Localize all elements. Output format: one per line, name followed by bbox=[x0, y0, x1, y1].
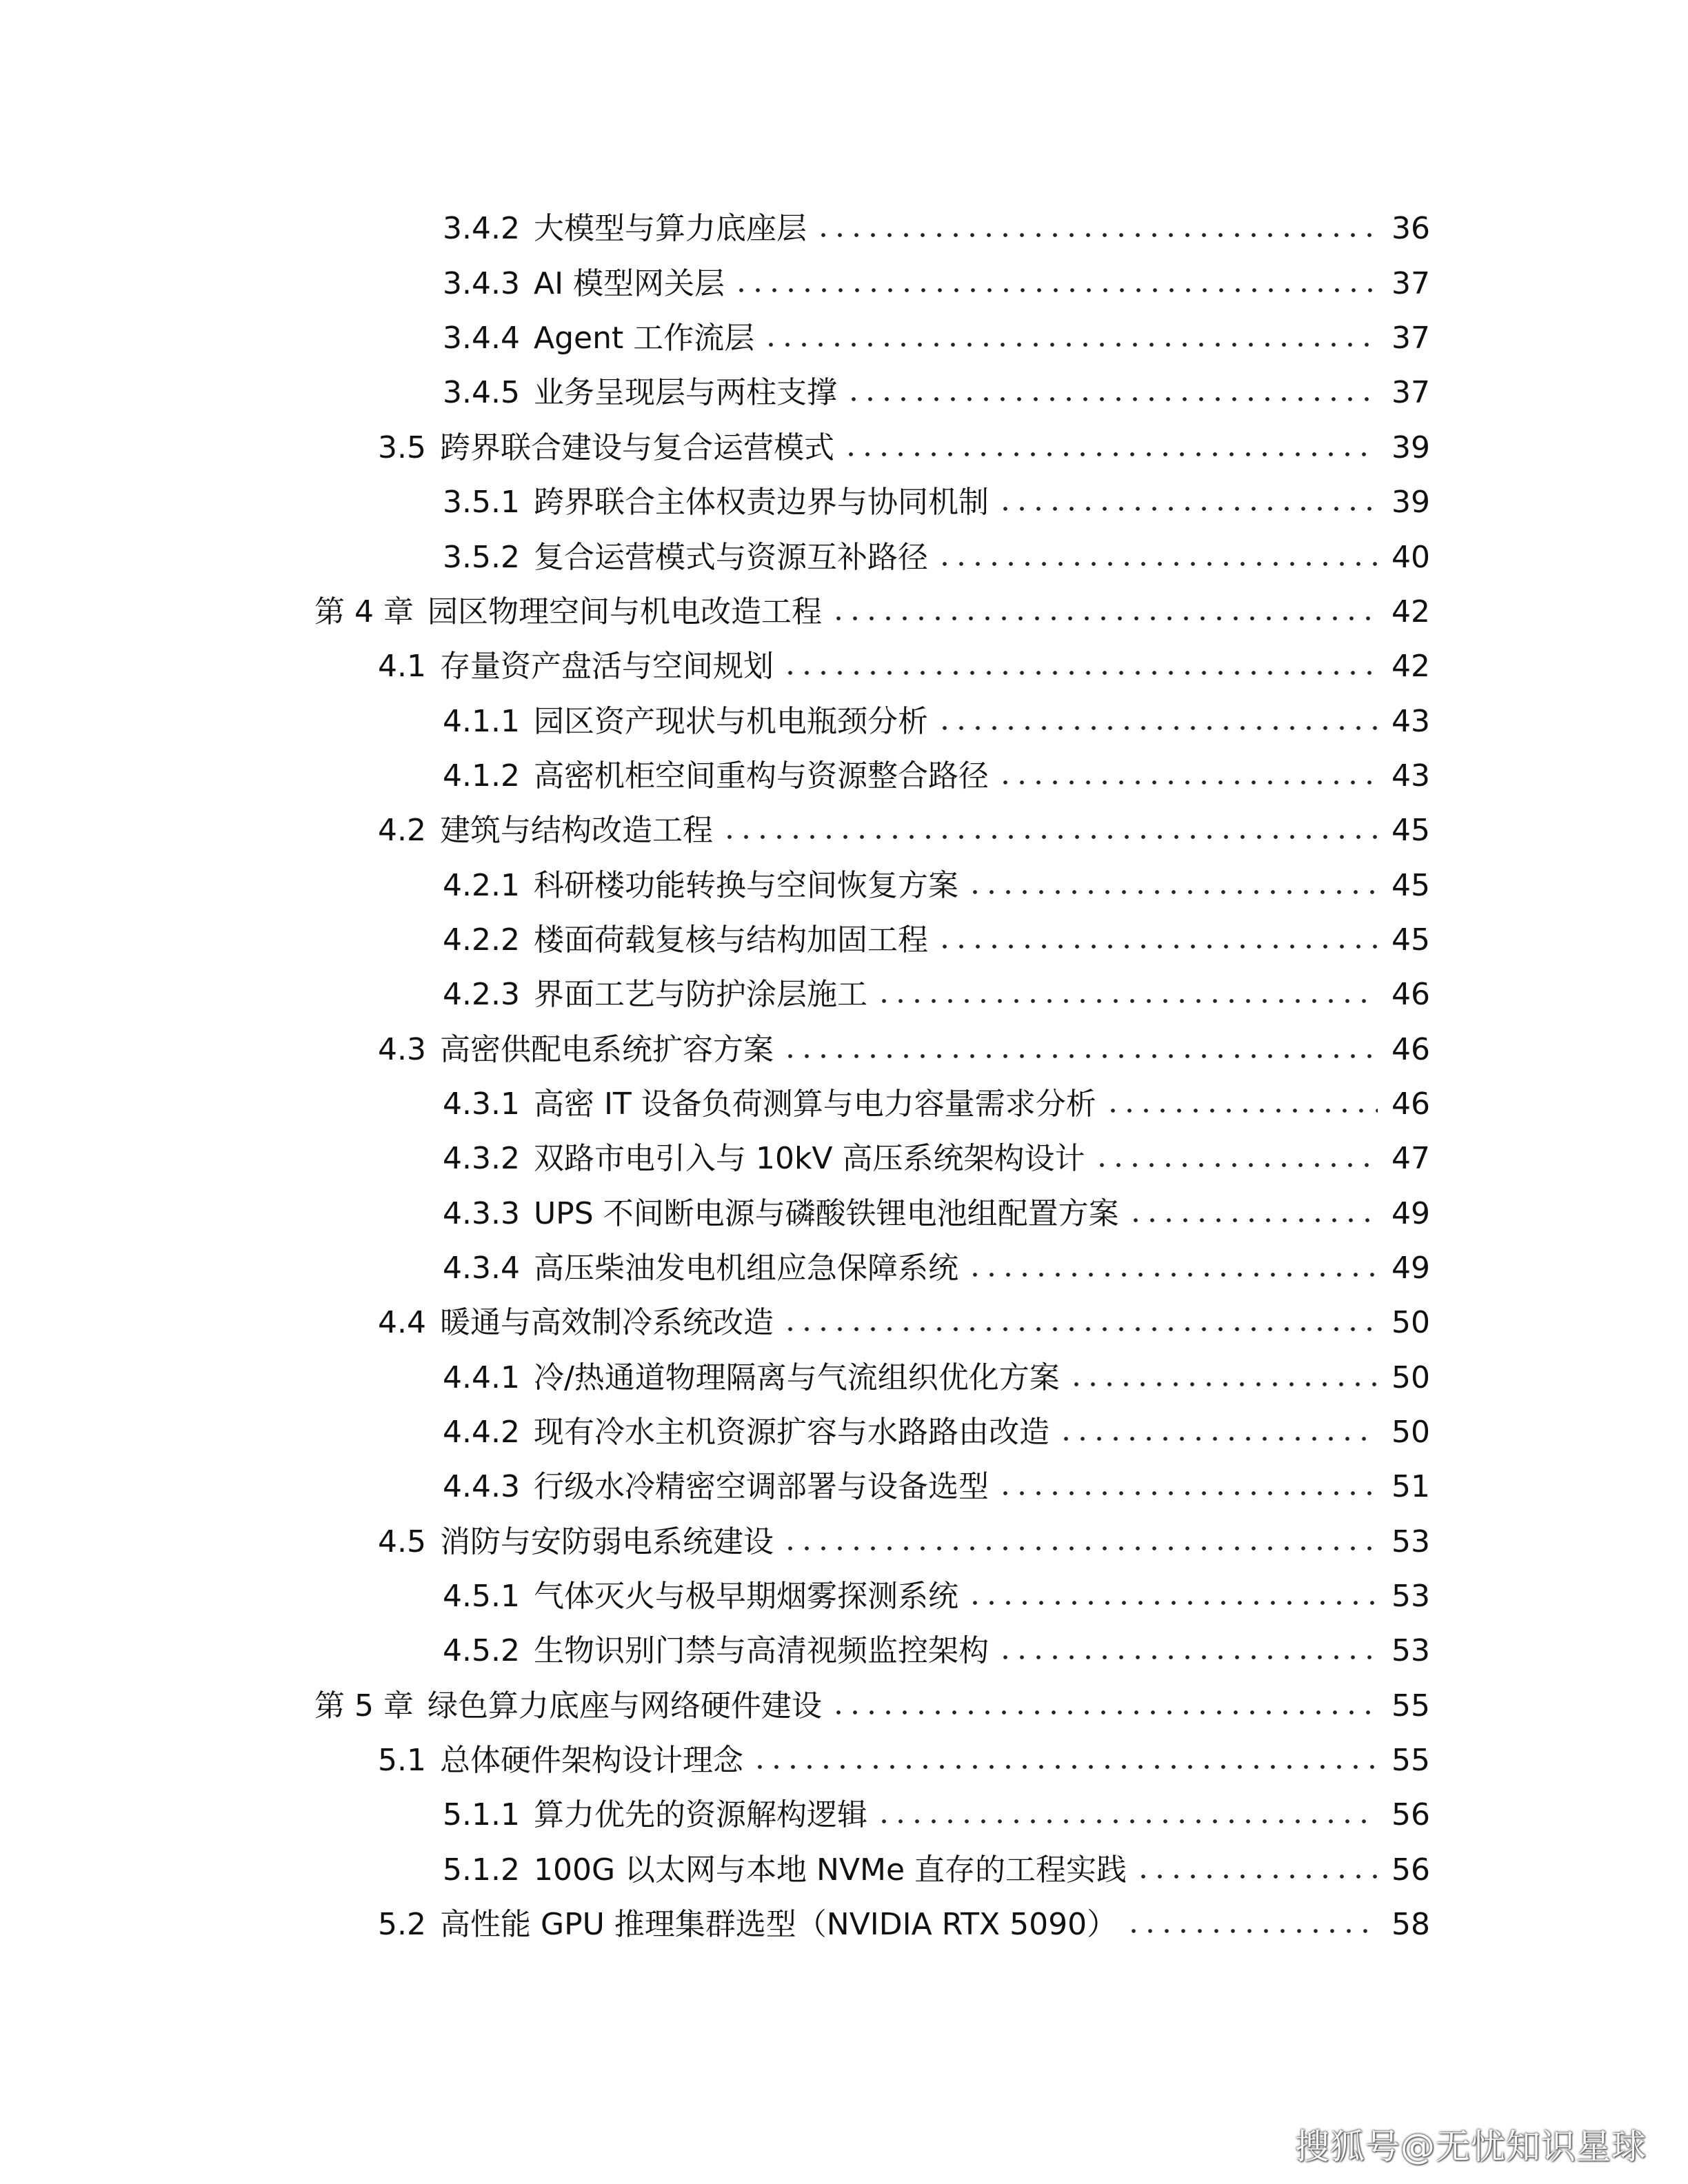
toc-entry-number: 4.1.1 bbox=[443, 704, 520, 739]
toc-entry-title: 消防与安防弱电系统建设 bbox=[439, 1524, 774, 1559]
toc-entry-page-number: 45 bbox=[1391, 922, 1430, 958]
toc-entry-page-number: 37 bbox=[1391, 375, 1430, 410]
toc-entry-title: 高密 IT 设备负荷测算与电力容量需求分析 bbox=[533, 1086, 1096, 1122]
toc-entry[interactable] bbox=[443, 1576, 1430, 1617]
toc-entry-title: AI 模型网关层 bbox=[533, 266, 725, 301]
toc-entry[interactable] bbox=[443, 537, 1430, 578]
toc-entry-page-number: 42 bbox=[1391, 594, 1430, 629]
toc-entry-number: 4.4 bbox=[378, 1305, 426, 1340]
dot-leader bbox=[843, 452, 1378, 457]
dot-leader bbox=[752, 1764, 1378, 1770]
dot-leader bbox=[876, 998, 1378, 1004]
toc-entry-number: 3.4.3 bbox=[443, 266, 520, 301]
toc-entry-title: 高密供配电系统扩容方案 bbox=[439, 1032, 774, 1067]
toc-entry-number: 3.4.4 bbox=[443, 321, 520, 356]
toc-entry[interactable] bbox=[443, 701, 1430, 742]
toc-entry[interactable] bbox=[443, 756, 1430, 797]
toc-entry[interactable] bbox=[378, 646, 1430, 687]
toc-entry-number: 4.3.3 bbox=[443, 1196, 520, 1231]
toc-entry[interactable] bbox=[314, 1686, 1430, 1727]
toc-entry[interactable] bbox=[443, 208, 1430, 250]
dot-leader bbox=[1125, 1928, 1378, 1934]
toc-entry-title: 界面工艺与防护涂层施工 bbox=[533, 977, 867, 1012]
toc-entry[interactable] bbox=[443, 1630, 1430, 1672]
dot-leader bbox=[845, 396, 1378, 402]
toc-entry-number: 4.4.2 bbox=[443, 1415, 520, 1450]
toc-entry-number: 第 4 章 bbox=[314, 594, 414, 629]
dot-leader bbox=[936, 561, 1378, 567]
toc-entry-number: 4.1.2 bbox=[443, 758, 520, 793]
toc-entry[interactable] bbox=[443, 974, 1430, 1015]
toc-entry-number: 3.4.5 bbox=[443, 375, 520, 410]
toc-entry-title: 存量资产盘活与空间规划 bbox=[439, 649, 774, 684]
toc-entry-page-number: 47 bbox=[1391, 1141, 1430, 1176]
toc-entry-title: 暖通与高效制冷系统改造 bbox=[439, 1305, 774, 1340]
dot-leader bbox=[997, 506, 1378, 512]
dot-leader bbox=[967, 889, 1378, 895]
watermark: 搜狐号@无忧知识星球 bbox=[1295, 2127, 1647, 2167]
dot-leader bbox=[967, 1600, 1378, 1606]
dot-leader bbox=[1094, 1162, 1378, 1168]
dot-leader bbox=[733, 287, 1378, 293]
toc-entry-title: 跨界联合建设与复合运营模式 bbox=[439, 430, 834, 465]
toc-entry-title: 建筑与结构改造工程 bbox=[439, 813, 713, 848]
toc-entry[interactable] bbox=[443, 318, 1430, 359]
toc-entry-number: 4.3.1 bbox=[443, 1086, 520, 1122]
toc-entry-page-number: 37 bbox=[1391, 321, 1430, 356]
toc-entry[interactable] bbox=[378, 427, 1430, 469]
toc-entry-title: 绿色算力底座与网络硬件建设 bbox=[427, 1688, 822, 1723]
toc-entry[interactable] bbox=[443, 1138, 1430, 1180]
toc-entry-number: 5.1 bbox=[378, 1743, 426, 1778]
toc-entry-number: 4.1 bbox=[378, 649, 426, 684]
dot-leader bbox=[763, 342, 1378, 347]
toc-entry-page-number: 58 bbox=[1391, 1907, 1430, 1942]
toc-entry[interactable] bbox=[443, 1193, 1430, 1235]
toc-entry-title: 冷/热通道物理隔离与气流组织优化方案 bbox=[533, 1360, 1060, 1395]
toc-entry-title: 跨界联合主体权责边界与协同机制 bbox=[533, 485, 989, 520]
toc-entry-page-number: 42 bbox=[1391, 649, 1430, 684]
toc-entry-number: 3.5.1 bbox=[443, 485, 520, 520]
toc-entry-page-number: 50 bbox=[1391, 1360, 1430, 1395]
dot-leader bbox=[782, 1546, 1378, 1551]
toc-entry[interactable] bbox=[443, 1412, 1430, 1453]
toc-entry-title: 高密机柜空间重构与资源整合路径 bbox=[533, 758, 989, 793]
toc-entry-title: 科研楼功能转换与空间恢复方案 bbox=[533, 868, 958, 903]
toc-entry-number: 4.2 bbox=[378, 813, 426, 848]
toc-entry-title: 园区资产现状与机电瓶颈分析 bbox=[533, 704, 928, 739]
toc-entry-page-number: 46 bbox=[1391, 1032, 1430, 1067]
toc-entry-page-number: 56 bbox=[1391, 1797, 1430, 1832]
toc-entry-number: 5.1.2 bbox=[443, 1852, 520, 1888]
toc-entry-number: 4.2.3 bbox=[443, 977, 520, 1012]
toc-entry-page-number: 53 bbox=[1391, 1524, 1430, 1559]
dot-leader bbox=[830, 1710, 1378, 1715]
dot-leader bbox=[782, 1326, 1378, 1332]
toc-entry-title: 气体灭火与极早期烟雾探测系统 bbox=[533, 1579, 958, 1614]
toc-entry[interactable] bbox=[378, 1521, 1430, 1563]
toc-entry-number: 4.4.3 bbox=[443, 1469, 520, 1504]
dot-leader bbox=[1058, 1436, 1378, 1442]
toc-entry-page-number: 43 bbox=[1391, 704, 1430, 739]
dot-leader bbox=[997, 780, 1378, 785]
toc-entry-number: 4.5.1 bbox=[443, 1579, 520, 1614]
toc-entry-page-number: 43 bbox=[1391, 758, 1430, 793]
dot-leader bbox=[997, 1655, 1378, 1660]
toc-entry-page-number: 53 bbox=[1391, 1579, 1430, 1614]
toc-entry-page-number: 56 bbox=[1391, 1852, 1430, 1888]
toc-entry[interactable] bbox=[443, 1248, 1430, 1289]
toc-entry[interactable] bbox=[443, 263, 1430, 305]
toc-entry[interactable] bbox=[378, 1302, 1430, 1344]
toc-entry-number: 4.2.2 bbox=[443, 922, 520, 958]
toc-entry[interactable] bbox=[378, 810, 1430, 851]
toc-entry-number: 3.4.2 bbox=[443, 211, 520, 246]
toc-entry-page-number: 49 bbox=[1391, 1196, 1430, 1231]
toc-entry-title: 生物识别门禁与高清视频监控架构 bbox=[533, 1633, 989, 1668]
toc-entry-page-number: 45 bbox=[1391, 868, 1430, 903]
dot-leader bbox=[936, 725, 1378, 731]
toc-entry-title: Agent 工作流层 bbox=[533, 321, 755, 356]
dot-leader bbox=[967, 1272, 1378, 1277]
toc-entry[interactable] bbox=[443, 920, 1430, 961]
toc-entry-number: 4.2.1 bbox=[443, 868, 520, 903]
toc-entry-number: 4.3.2 bbox=[443, 1141, 520, 1176]
toc-entry-number: 4.5.2 bbox=[443, 1633, 520, 1668]
toc-entry-page-number: 50 bbox=[1391, 1415, 1430, 1450]
toc-entry-page-number: 46 bbox=[1391, 977, 1430, 1012]
toc-entry-number: 4.3 bbox=[378, 1032, 426, 1067]
toc-entry-page-number: 39 bbox=[1391, 485, 1430, 520]
toc-entry-page-number: 49 bbox=[1391, 1251, 1430, 1286]
toc-entry-page-number: 45 bbox=[1391, 813, 1430, 848]
toc-entry[interactable] bbox=[443, 1794, 1430, 1836]
toc-entry-page-number: 46 bbox=[1391, 1086, 1430, 1122]
toc-entry-title: 业务呈现层与两柱支撑 bbox=[533, 375, 837, 410]
toc-entry[interactable] bbox=[314, 592, 1430, 633]
toc-entry-page-number: 55 bbox=[1391, 1743, 1430, 1778]
toc-entry-page-number: 36 bbox=[1391, 211, 1430, 246]
dot-leader bbox=[782, 1053, 1378, 1059]
dot-leader bbox=[782, 670, 1378, 676]
toc-entry-title: 算力优先的资源解构逻辑 bbox=[533, 1797, 867, 1832]
toc-entry-number: 5.1.1 bbox=[443, 1797, 520, 1832]
toc-entry-title: 园区物理空间与机电改造工程 bbox=[427, 594, 822, 629]
toc-entry[interactable] bbox=[443, 372, 1430, 414]
dot-leader bbox=[830, 616, 1378, 621]
toc-entry-page-number: 37 bbox=[1391, 266, 1430, 301]
toc-entry-title: 现有冷水主机资源扩容与水路路由改造 bbox=[533, 1415, 1049, 1450]
dot-leader bbox=[815, 232, 1378, 238]
toc-entry[interactable] bbox=[443, 1850, 1430, 1891]
toc-entry-number: 4.4.1 bbox=[443, 1360, 520, 1395]
dot-leader bbox=[1135, 1874, 1378, 1879]
dot-leader bbox=[936, 944, 1378, 949]
toc-entry[interactable] bbox=[378, 1740, 1430, 1781]
toc-entry-title: 行级水冷精密空调部署与设备选型 bbox=[533, 1469, 989, 1504]
toc-entry-number: 3.5.2 bbox=[443, 540, 520, 575]
toc-entry-number: 4.3.4 bbox=[443, 1251, 520, 1286]
toc-entry-title: 复合运营模式与资源互补路径 bbox=[533, 540, 928, 575]
toc-entry-number: 5.2 bbox=[378, 1907, 426, 1942]
toc-entry-title: 高性能 GPU 推理集群选型（NVIDIA RTX 5090） bbox=[439, 1907, 1118, 1942]
toc-entry-number: 3.5 bbox=[378, 430, 426, 465]
toc-entry-page-number: 55 bbox=[1391, 1688, 1430, 1723]
toc-entry[interactable] bbox=[443, 1084, 1430, 1125]
toc-entry-page-number: 53 bbox=[1391, 1633, 1430, 1668]
toc-entry[interactable] bbox=[443, 1466, 1430, 1508]
toc-entry-page-number: 50 bbox=[1391, 1305, 1430, 1340]
toc-entry-number: 第 5 章 bbox=[314, 1688, 414, 1723]
toc-entry-title: 大模型与算力底座层 bbox=[533, 211, 807, 246]
toc-entry-title: 楼面荷载复核与结构加固工程 bbox=[533, 922, 928, 958]
toc-entry[interactable] bbox=[443, 482, 1430, 523]
dot-leader bbox=[1127, 1217, 1378, 1223]
dot-leader bbox=[1068, 1382, 1378, 1387]
dot-leader bbox=[721, 834, 1378, 840]
dot-leader bbox=[1105, 1108, 1378, 1113]
toc-entry-title: 总体硬件架构设计理念 bbox=[439, 1743, 743, 1778]
dot-leader bbox=[997, 1490, 1378, 1496]
toc-entry[interactable] bbox=[378, 1904, 1430, 1945]
toc-entry-page-number: 39 bbox=[1391, 430, 1430, 465]
toc-entry[interactable] bbox=[443, 1357, 1430, 1399]
toc-entry-page-number: 51 bbox=[1391, 1469, 1430, 1504]
toc-entry-title: 高压柴油发电机组应急保障系统 bbox=[533, 1251, 958, 1286]
toc-entry[interactable] bbox=[443, 865, 1430, 907]
toc-entry-page-number: 40 bbox=[1391, 540, 1430, 575]
toc-entry-title: 双路市电引入与 10kV 高压系统架构设计 bbox=[533, 1141, 1085, 1176]
dot-leader bbox=[876, 1819, 1378, 1824]
toc-entry-title: UPS 不间断电源与磷酸铁锂电池组配置方案 bbox=[533, 1196, 1119, 1231]
toc-entry-number: 4.5 bbox=[378, 1524, 426, 1559]
toc-entry[interactable] bbox=[378, 1029, 1430, 1071]
toc-entry-title: 100G 以太网与本地 NVMe 直存的工程实践 bbox=[533, 1852, 1127, 1888]
